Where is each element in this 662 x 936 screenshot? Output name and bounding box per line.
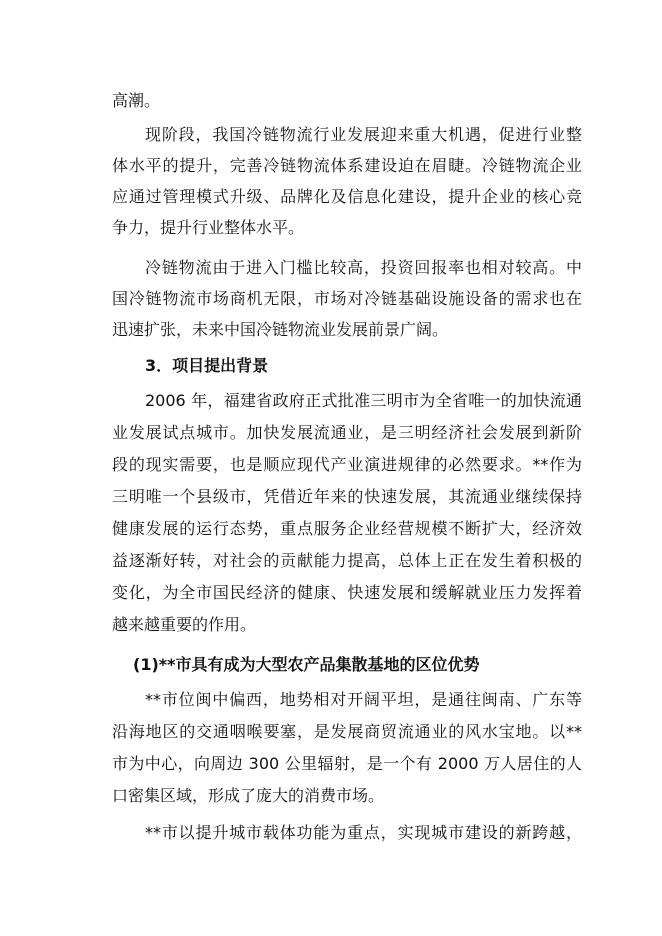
paragraph-line: 争力，提升行业整体水平。 [112, 218, 305, 237]
paragraph-line: 体水平的提升，完善冷链物流体系建设迫在眉睫。冷链物流企业 [112, 156, 582, 175]
paragraph-line: **市以提升城市载体功能为重点，实现城市建设的新跨越， [145, 823, 582, 842]
paragraph-line: 段的现实需要，也是顺应现代产业演进规律的必然要求。**作为 [112, 455, 582, 474]
paragraph-line: 市为中心，向周边 300 公里辐射，是一个有 2000 万人居住的人 [112, 754, 582, 773]
paragraph-line: 2006 年，福建省政府正式批准三明市为全省唯一的加快流通 [145, 391, 582, 410]
paragraph-line: 沿海地区的交通咽喉要塞，是发展商贸流通业的风水宝地。以** [112, 722, 582, 741]
paragraph-line: **市位闽中偏西，地势相对开阔平坦，是通往闽南、广东等 [145, 690, 582, 709]
paragraph-line: 迅速扩张，未来中国冷链物流业发展前景广阔。 [112, 320, 449, 339]
paragraph-line: 三明唯一个县级市，凭借近年来的快速发展，其流通业继续保持 [112, 487, 582, 506]
paragraph-line: 口密集区域，形成了庞大的消费市场。 [112, 786, 385, 805]
paragraph-line: 健康发展的运行态势，重点服务企业经营规模不断扩大，经济效 [112, 519, 582, 538]
paragraph-line: 国冷链物流市场商机无限，市场对冷链基础设施设备的需求也在 [112, 289, 582, 308]
paragraph-line: 应通过管理模式升级、品牌化及信息化建设，提升企业的核心竞 [112, 187, 582, 206]
paragraph-line: 变化，为全市国民经济的健康、快速发展和缓解就业压力发挥着 [112, 583, 582, 602]
paragraph-line: 益逐渐好转，对社会的贡献能力提高，总体上正在发生着积极的 [112, 551, 582, 570]
paragraph-line: 冷链物流由于进入门槛比较高，投资回报率也相对较高。中 [145, 258, 582, 277]
paragraph-line: 越来越重要的作用。 [112, 615, 257, 634]
paragraph-line: 现阶段，我国冷链物流行业发展迎来重大机遇，促进行业整 [145, 125, 582, 144]
paragraph-line: 高潮。 [112, 91, 161, 110]
paragraph-line: 业发展试点城市。加快发展流通业，是三明经济社会发展到新阶 [112, 423, 582, 442]
subsection-heading: (1)**市具有成为大型农产品集散基地的区位优势 [133, 655, 480, 674]
section-heading: 3．项目提出背景 [145, 356, 269, 375]
